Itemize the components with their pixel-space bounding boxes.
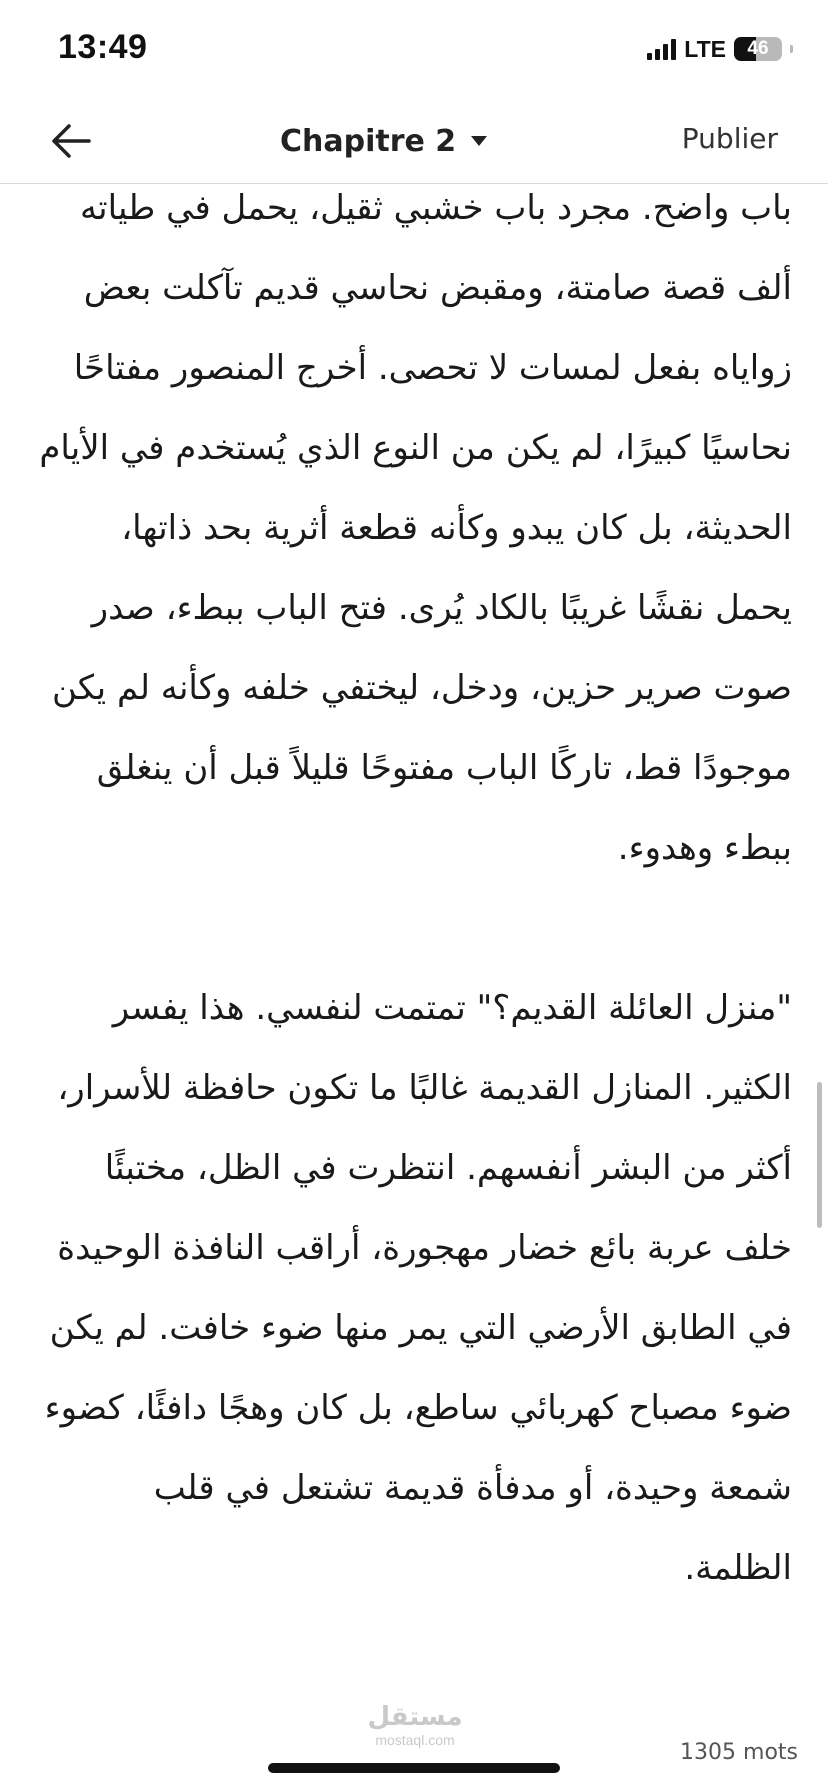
watermark-url: mostaql.com xyxy=(375,1732,455,1748)
home-indicator[interactable] xyxy=(268,1763,560,1773)
chapter-title: Chapitre 2 xyxy=(280,123,457,159)
scroll-indicator[interactable] xyxy=(817,1082,822,1228)
status-time: 13:49 xyxy=(58,28,148,66)
text-paragraph[interactable]: "منزل العائلة القديم؟" تمتمت لنفسي. هذا يفسر الكثير. المنازل القديمة غالبًا ما تكون حافظة للأسرار، أكثر من البشر أنفسهم. انتظرت في الظل، مختبئًا خلف عربة بائع خضار مهجورة، أراقب النافذة الوحيدة في الطابق الأرضي التي يمر منها ضوء خافت. لم يكن ضوء مصباح كهربائي ساطع، بل كان وهجًا دافئًا، كضوء شمعة وحيدة، أو مدفأة قديمة تشتعل في قلب الظلمة. xyxy=(44,988,792,1588)
arrow-left-icon xyxy=(51,124,91,158)
watermark-arabic: مستقل xyxy=(367,1702,463,1732)
editor-header xyxy=(0,100,828,184)
watermark-logo xyxy=(360,1702,470,1748)
word-count: 1305 mots xyxy=(680,1740,798,1765)
paragraph-spacer xyxy=(36,888,792,968)
cellular-signal-icon xyxy=(647,38,676,60)
status-indicators xyxy=(647,34,788,64)
text-paragraph[interactable]: باب واضح. مجرد باب خشبي ثقيل، يحمل في طياته ألف قصة صامتة، ومقبض نحاسي قديم تآكلت بعض زواياه بفعل لمسات لا تحصى. أخرج المنصور مفتاحًا نحاسيًا كبيرًا، لم يكن من النوع الذي يُستخدم في الأيام الحديثة، بل كان يبدو وكأنه قطعة أثرية بحد ذاتها، يحمل نقشًا غريبًا بالكاد يُرى. فتح الباب ببطء، صدر صوت صرير حزين، ودخل، ليختفي خلفه وكأنه لم يكن موجودًا قط، تاركًا الباب مفتوحًا قليلاً قبل أن ينغلق ببطء وهدوء. xyxy=(39,188,792,868)
publish-button[interactable]: Publier xyxy=(681,122,778,155)
chapter-selector[interactable] xyxy=(280,118,488,164)
status-bar xyxy=(0,0,828,100)
caret-down-icon xyxy=(470,135,488,147)
network-type-label: LTE xyxy=(684,35,726,62)
battery-icon xyxy=(734,37,788,61)
back-button[interactable] xyxy=(48,118,94,164)
chapter-text-editor[interactable] xyxy=(36,168,792,1728)
battery-level-label: 46 xyxy=(747,38,769,59)
